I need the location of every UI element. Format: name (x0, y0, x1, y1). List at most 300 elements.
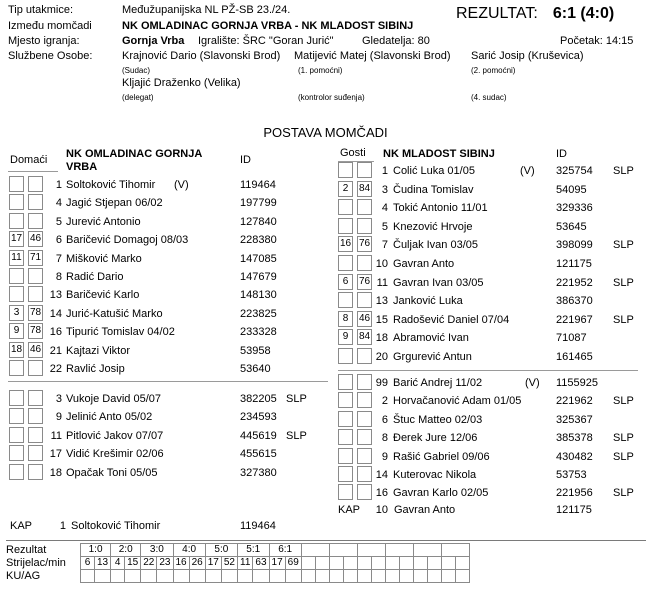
player-row (0, 407, 330, 427)
player-id: 455615 (240, 448, 277, 461)
kuag-cell (253, 570, 269, 583)
player-number: 5 (55, 215, 62, 228)
score-cell: 5:0 (205, 544, 237, 557)
player-number: 20 (375, 351, 388, 363)
player-id: 430482 (556, 450, 593, 463)
scorer-cell: 23 (157, 557, 173, 570)
player-row (0, 175, 330, 195)
player-name: Horvačanović Adam 01/05 (393, 395, 522, 408)
slp-flag: SLP (286, 393, 307, 405)
player-id: 53645 (556, 220, 587, 233)
player-id: 386370 (556, 295, 593, 308)
player-name: Rašić Gabriel 09/06 (393, 450, 490, 463)
player-row (0, 444, 330, 464)
sub-out-box (338, 392, 353, 408)
sub-minute-box: 71 (28, 250, 43, 266)
player-name: Gavran Ivan 03/05 (393, 276, 484, 289)
player-row (330, 291, 651, 311)
player-name: Ravlić Josip (66, 363, 125, 375)
player-name: Radošević Daniel 07/04 (393, 313, 510, 326)
scorer-cell: 22 (141, 557, 157, 570)
sub-out-box (338, 255, 353, 271)
player-row (0, 304, 330, 324)
scorer-cell (329, 557, 343, 570)
scorer-cell (413, 557, 427, 570)
player-id: 127840 (240, 215, 277, 228)
teams-label: Između momčadi (8, 20, 92, 32)
player-id: 1155925 (556, 377, 599, 389)
player-number: 13 (49, 289, 62, 302)
scorer-cell: 6 (81, 557, 95, 570)
kuag-cell (269, 570, 285, 583)
scorer-cell: 26 (189, 557, 205, 570)
player-name: Soltoković Tihomir (66, 179, 156, 191)
sub-minute-box: 84 (357, 329, 372, 345)
player-name: Barić Andrej 11/02 (393, 377, 483, 389)
start-time: Početak: 14:15 (560, 35, 634, 47)
player-name: Štuc Matteo 02/03 (393, 413, 483, 426)
away-captain-label: KAP (338, 504, 361, 516)
player-id: 53640 (240, 363, 271, 375)
player-id: 234593 (240, 411, 277, 424)
player-number: 8 (381, 432, 388, 445)
player-id: 233328 (240, 326, 277, 339)
slp-flag: SLP (613, 487, 634, 500)
spectators-value: Gledatelja: 80 (362, 35, 430, 47)
away-captain-number: 10 (375, 504, 388, 516)
player-name: Vidić Krešimir 02/06 (66, 448, 164, 461)
sub-out-box (9, 445, 24, 461)
kuag-cell (141, 570, 157, 583)
assistant1-role: (1. pomoćni) (298, 66, 343, 75)
sub-out-box: 8 (338, 311, 353, 327)
home-captain-name: Soltoković Tihomir (71, 520, 161, 532)
scorer-cell (357, 557, 371, 570)
goalkeeper-mark: (V) (525, 377, 540, 389)
score-cell (385, 544, 413, 557)
slp-flag: SLP (613, 165, 634, 177)
sub-out-box (9, 464, 24, 480)
player-id: 221962 (556, 395, 593, 408)
player-row (0, 341, 330, 361)
home-captain-id: 119464 (240, 520, 276, 532)
kuag-cell (441, 570, 455, 583)
player-number: 11 (50, 429, 62, 442)
slp-flag: SLP (613, 239, 634, 252)
home-id-label: ID (240, 154, 251, 166)
player-row (0, 389, 330, 409)
sub-out-box (9, 360, 24, 376)
scorer-cell: 15 (125, 557, 141, 570)
player-name: Jagić Stjepan 06/02 (66, 197, 163, 210)
player-number: 18 (375, 332, 388, 345)
kuag-cell (385, 570, 399, 583)
kuag-cell (221, 570, 237, 583)
sub-minute-box: 46 (357, 311, 372, 327)
player-id: 445619 (240, 429, 277, 442)
sub-out-box: 9 (338, 329, 353, 345)
place-value: Gornja Vrba (122, 35, 185, 47)
away-starters-list (330, 161, 651, 361)
kuag-cell (301, 570, 315, 583)
player-number: 16 (375, 487, 388, 500)
player-name: Baričević Domagoj 08/03 (66, 234, 189, 247)
scorer-cell: 4 (111, 557, 125, 570)
player-name: Knezović Hrvoje (393, 220, 473, 233)
player-number: 7 (381, 239, 388, 252)
sub-out-box (9, 213, 24, 229)
player-number: 13 (375, 295, 388, 308)
sub-out-box (338, 292, 353, 308)
home-captain-number: 1 (59, 520, 66, 532)
player-name: Grgurević Antun (393, 351, 472, 363)
player-number: 3 (381, 183, 388, 196)
player-name: Tokić Antonio 11/01 (393, 202, 488, 215)
player-id: 53753 (556, 469, 587, 481)
kuag-cell (125, 570, 141, 583)
player-name: Gavran Anto (393, 258, 455, 270)
kuag-cell (111, 570, 125, 583)
fourth-official-role: (4. sudac) (471, 93, 507, 102)
home-subs-list (0, 389, 330, 489)
player-number: 10 (375, 258, 388, 270)
player-id: 71087 (556, 332, 587, 345)
home-side-label: Domaći (10, 154, 48, 166)
sub-out-box (338, 348, 353, 364)
score-cell (301, 544, 329, 557)
player-number: 21 (49, 344, 62, 357)
kuag-cell (329, 570, 343, 583)
summary-result-label: Rezultat (6, 544, 47, 556)
score-cell: 1:0 (81, 544, 111, 557)
result-value: 6:1 (4:0) (552, 5, 615, 22)
scorer-cell (385, 557, 399, 570)
player-number: 18 (49, 466, 62, 479)
player-name: Baričević Karlo (66, 289, 140, 302)
player-row (0, 285, 330, 305)
kuag-cell (157, 570, 173, 583)
player-number: 16 (49, 326, 62, 339)
sub-out-box: 9 (9, 323, 24, 339)
home-subs-divider (8, 381, 328, 382)
scorer-cell: 52 (221, 557, 237, 570)
scorer-cell (371, 557, 385, 570)
player-number: 7 (55, 252, 62, 265)
player-name: Vukoje David 05/07 (66, 393, 161, 405)
player-number: 4 (55, 197, 62, 210)
sub-out-box (338, 466, 353, 482)
sub-out-box (9, 176, 24, 192)
player-number: 15 (375, 313, 388, 326)
scorer-cell: 16 (173, 557, 189, 570)
kuag-cell (371, 570, 385, 583)
player-name: Abramović Ivan (393, 332, 469, 345)
player-row (330, 373, 651, 393)
teams-value: NK OMLADINAC GORNJA VRBA - NK MLADOST SIBINJ (122, 20, 414, 32)
score-cell: 3:0 (141, 544, 173, 557)
player-id: 329336 (556, 202, 593, 215)
player-id: 221956 (556, 487, 593, 500)
player-row (330, 391, 651, 411)
scorer-cell: 17 (269, 557, 285, 570)
slp-flag: SLP (613, 395, 634, 408)
kuag-cell (81, 570, 95, 583)
player-id: 147679 (240, 271, 277, 283)
player-id: 398099 (556, 239, 593, 252)
player-name: Radić Dario (66, 271, 124, 283)
scorer-cell (301, 557, 315, 570)
player-id: 161465 (556, 351, 593, 363)
goalkeeper-mark: (V) (174, 179, 189, 191)
player-row (0, 426, 330, 446)
player-name: Jurić-Katušić Marko (66, 307, 163, 320)
player-row (330, 198, 651, 218)
sub-minute-box: 46 (28, 231, 43, 247)
sub-out-box: 3 (9, 305, 24, 321)
sub-out-box (338, 448, 353, 464)
player-row (330, 447, 651, 467)
scorer-cell (427, 557, 441, 570)
player-row (0, 359, 330, 379)
slp-flag: SLP (613, 276, 634, 289)
kuag-cell (189, 570, 205, 583)
scorer-cell (441, 557, 455, 570)
player-row (330, 217, 651, 237)
player-number: 14 (49, 307, 62, 320)
player-name: Colić Luka 01/05 (393, 165, 475, 177)
summary-top-divider (6, 540, 646, 541)
sub-out-box: 17 (9, 231, 24, 247)
player-row (330, 483, 651, 503)
kuag-cell (238, 570, 253, 583)
sub-out-box: 16 (338, 236, 353, 252)
player-number: 99 (375, 377, 388, 389)
player-row (0, 267, 330, 287)
scorer-cell (399, 557, 413, 570)
kuag-cell (95, 570, 111, 583)
score-cell (441, 544, 469, 557)
scorer-cell: 69 (285, 557, 301, 570)
away-captain-name: Gavran Anto (394, 504, 456, 516)
player-id: 325754 (556, 165, 593, 177)
place-label: Mjesto igranja: (8, 35, 80, 47)
kuag-cell (455, 570, 469, 583)
player-number: 5 (381, 220, 388, 233)
player-id: 221952 (556, 276, 593, 289)
sub-out-box (9, 408, 24, 424)
player-row (0, 193, 330, 213)
away-side-label: Gosti (340, 147, 366, 159)
player-number: 6 (381, 413, 388, 426)
player-row (330, 235, 651, 255)
score-cell: 5:1 (238, 544, 270, 557)
player-number: 11 (376, 276, 388, 289)
player-id: 223825 (240, 307, 277, 320)
player-name: Jurević Antonio (66, 215, 141, 228)
player-id: 327380 (240, 466, 277, 479)
kuag-cell (315, 570, 329, 583)
player-number: 8 (55, 271, 62, 283)
sub-minute-box: 76 (357, 236, 372, 252)
player-name: Tipurić Tomislav 04/02 (66, 326, 175, 339)
sub-minute-box: 46 (28, 342, 43, 358)
player-number: 6 (55, 234, 62, 247)
sub-minute-box: 78 (28, 323, 43, 339)
scorer-cell (315, 557, 329, 570)
referee-role: (Sudac) (122, 66, 151, 75)
control-role: (kontrolor suđenja) (298, 93, 365, 102)
player-row (330, 347, 651, 367)
player-row (330, 273, 651, 293)
player-number: 4 (381, 202, 388, 215)
player-id: 121175 (556, 258, 592, 270)
sub-out-box (9, 194, 24, 210)
player-row (330, 180, 651, 200)
player-row (0, 249, 330, 269)
player-name: Đerek Jure 12/06 (393, 432, 478, 445)
player-id: 385378 (556, 432, 593, 445)
sub-out-box (338, 218, 353, 234)
player-row (330, 310, 651, 330)
player-row (330, 428, 651, 448)
player-number: 1 (381, 165, 388, 177)
kuag-cell (205, 570, 221, 583)
home-team-name: NK OMLADINAC GORNJA VRBA (66, 148, 203, 173)
kuag-cell (343, 570, 357, 583)
slp-flag: SLP (613, 313, 634, 326)
player-name: Opačak Toni 05/05 (66, 466, 158, 479)
ground-value: Igralište: ŠRC "Goran Jurić" (198, 35, 334, 47)
sub-out-box (9, 268, 24, 284)
player-row (0, 212, 330, 232)
player-id: 325367 (556, 413, 593, 426)
score-cell: 4:0 (173, 544, 205, 557)
scorer-cell (455, 557, 469, 570)
sub-out-box: 18 (9, 342, 24, 358)
kuag-cell (285, 570, 301, 583)
player-number: 17 (49, 448, 62, 461)
player-id: 382205 (240, 393, 277, 405)
score-cell: 2:0 (111, 544, 141, 557)
player-name: Čuljak Ivan 03/05 (393, 239, 478, 252)
sub-out-box: 2 (338, 181, 353, 197)
player-row (330, 254, 651, 274)
player-id: 148130 (240, 289, 277, 302)
sub-out-box (9, 427, 24, 443)
slp-flag: SLP (286, 429, 307, 442)
player-row (330, 410, 651, 430)
kuag-cell (173, 570, 189, 583)
sub-out-box (338, 411, 353, 427)
away-id-label: ID (556, 148, 567, 160)
assistant2-name: Sarić Josip (Kruševica) (471, 50, 584, 62)
scorer-cell (343, 557, 357, 570)
score-cell (413, 544, 441, 557)
sub-out-box (9, 390, 24, 406)
player-number: 2 (381, 395, 388, 408)
summary-kuag-label: KU/AG (6, 570, 41, 582)
sub-out-box (338, 374, 353, 390)
player-name: Gavran Karlo 02/05 (393, 487, 489, 500)
assistant2-role: (2. pomoćni) (471, 66, 516, 75)
officials-label: Službene Osobe: (8, 50, 93, 62)
score-cell (329, 544, 357, 557)
player-number: 1 (55, 179, 62, 191)
player-id: 119464 (240, 179, 276, 191)
player-id: 228380 (240, 234, 277, 247)
away-team-name: NK MLADOST SIBINJ (383, 148, 495, 160)
delegate-role: (delegat) (122, 93, 154, 102)
summary-table (80, 543, 470, 583)
player-name: Kuterovac Nikola (393, 469, 477, 481)
sub-out-box (338, 199, 353, 215)
slp-flag: SLP (613, 450, 634, 463)
player-name: Kajtazi Viktor (66, 344, 130, 357)
player-name: Pitlović Jakov 07/07 (66, 429, 164, 442)
kuag-cell (399, 570, 413, 583)
away-subs-list (330, 373, 651, 513)
player-row (0, 463, 330, 483)
slp-flag: SLP (613, 432, 634, 445)
delegate-name: Kljajić Draženko (Velika) (122, 77, 241, 89)
match-type-value: Međužupanijska NL PŽ-SB 23./24. (122, 4, 291, 16)
sub-out-box (338, 484, 353, 500)
player-id: 221967 (556, 313, 593, 326)
player-number: 9 (55, 411, 62, 424)
kuag-cell (357, 570, 371, 583)
player-name: Janković Luka (393, 295, 463, 308)
player-id: 147085 (240, 252, 277, 265)
player-row (330, 161, 651, 181)
home-header-divider (8, 171, 58, 172)
player-id: 197799 (240, 197, 277, 210)
player-name: Mišković Marko (66, 252, 142, 265)
away-subs-divider (338, 370, 638, 371)
goalkeeper-mark: (V) (520, 165, 535, 177)
summary-scorer-label: Strijelac/min (6, 557, 66, 569)
sub-out-box (338, 162, 353, 178)
scorer-cell: 63 (253, 557, 269, 570)
sub-out-box (9, 286, 24, 302)
home-captain-label: KAP (10, 520, 33, 532)
player-id: 54095 (556, 183, 587, 196)
player-name: Čudina Tomislav (393, 183, 474, 196)
player-name: Jelinić Anto 05/02 (66, 411, 153, 424)
scorer-cell: 17 (205, 557, 221, 570)
scorer-cell: 11 (238, 557, 253, 570)
scorer-cell: 13 (95, 557, 111, 570)
player-number: 3 (55, 393, 62, 405)
kuag-cell (413, 570, 427, 583)
result-label: REZULTAT: (456, 5, 538, 22)
kuag-cell (427, 570, 441, 583)
player-row (330, 465, 651, 485)
assistant1-name: Matijević Matej (Slavonski Brod) (294, 50, 451, 62)
player-number: 9 (381, 450, 388, 463)
score-cell (357, 544, 385, 557)
match-type-label: Tip utakmice: (8, 4, 74, 16)
home-starters-list (0, 175, 330, 375)
score-cell: 6:1 (269, 544, 301, 557)
player-row (0, 322, 330, 342)
sub-minute-box: 78 (28, 305, 43, 321)
sub-out-box: 11 (9, 250, 24, 266)
lineup-title: POSTAVA MOMČADI (263, 125, 388, 140)
away-captain-id: 121175 (556, 504, 592, 516)
sub-minute-box: 84 (357, 181, 372, 197)
player-row (330, 328, 651, 348)
sub-out-box: 6 (338, 274, 353, 290)
